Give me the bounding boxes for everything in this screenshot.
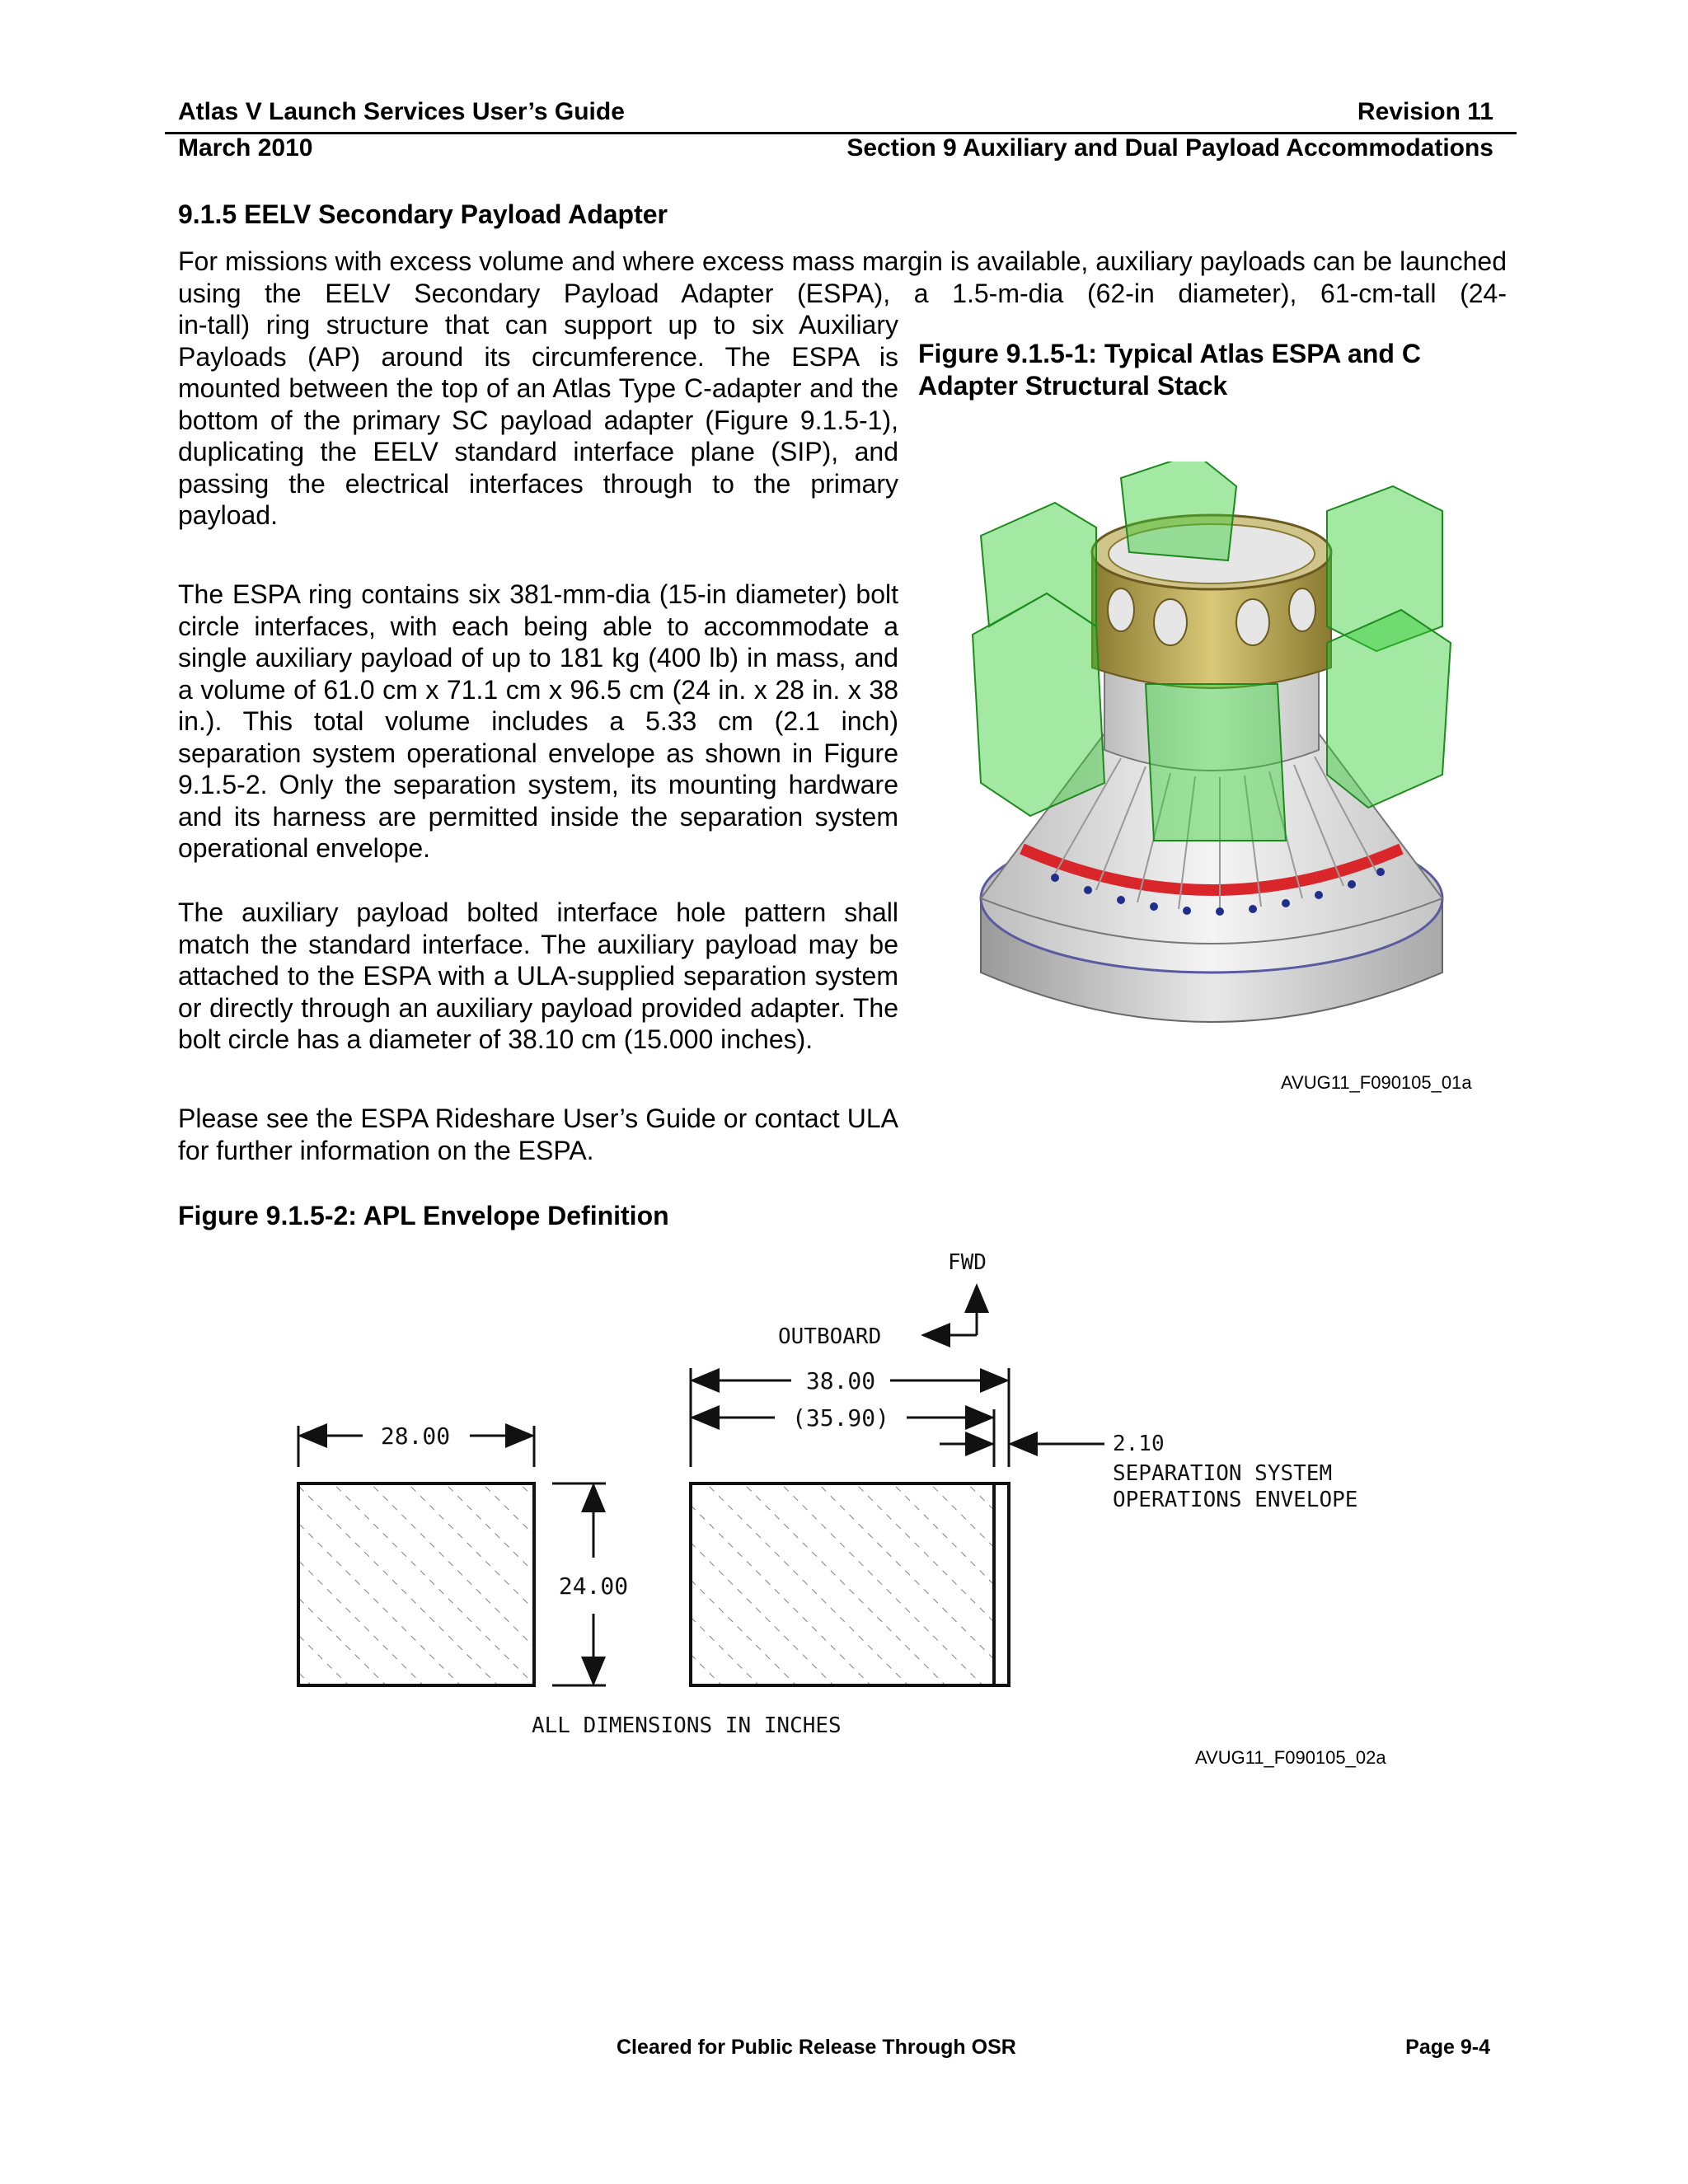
dim-width-label: 28.00 xyxy=(380,1422,451,1450)
sep-label-line1: SEPARATION SYSTEM xyxy=(1113,1461,1333,1486)
espa-ring-paragraph xyxy=(178,579,898,865)
bolted-interface-paragraph xyxy=(178,897,898,1056)
further-info-paragraph xyxy=(178,1103,898,1166)
dim-length-label: 38.00 xyxy=(805,1367,876,1394)
espa-stack-illustration xyxy=(931,462,1500,1071)
bolted-interface-text: The auxiliary payload bolted interface hole pattern shall match the standard interface. The auxiliary payload may be attached to the ESPA with a ULA-supplied separation system or directly through an auxiliary payload provided adapter. The bolt circle has a diameter of 38.10 cm (15.000 inches). xyxy=(178,898,898,1054)
doc-title: Atlas V Launch Services User’s Guide xyxy=(178,98,625,125)
further-info-text: Please see the ESPA Rideshare User’s Guide or contact ULA for further information on the ESPA. xyxy=(178,1104,898,1165)
outboard-label: OUTBOARD xyxy=(778,1324,882,1349)
figure2-caption: Figure 9.1.5-2: APL Envelope Definition xyxy=(178,1201,669,1230)
intro-text-column: in-tall) ring structure that can support up to six Auxiliary Payloads (AP) around its circumference. The ESPA is mounted between the top of an Atlas Type C-adapter and the bottom of the primary SC payload adapter (Figure 9.1.5-1), duplicating the EELV standard interface plane (SIP), and passing the electrical interfaces through to the primary payload. xyxy=(178,310,898,530)
separation-envelope-strip xyxy=(994,1483,1009,1685)
espa-ring-text: The ESPA ring contains six 381-mm-dia (15-in diameter) bolt circle interfaces, with each being able to accommodate a single auxiliary payload of up to 181 kg (400 lb) in mass, and a volume of 61.0 cm x 71.1 cm x 96.5 cm (24 in. x 28 in. x 38 in.). This total volume includes a 5.33 cm (2.1 inch) separation system operational envelope as shown in Figure 9.1.5-2. Only the separation system, its mounting hardware and its harness are permitted inside the separation system operational envelope. xyxy=(178,579,898,863)
page-number: Page 9-4 xyxy=(1405,2036,1490,2059)
figure1-id: AVUG11_F090105_01a xyxy=(1281,1072,1472,1093)
units-note: ALL DIMENSIONS IN INCHES xyxy=(532,1713,842,1738)
apl-envelope-diagram xyxy=(280,1244,1434,1755)
sep-label-line2: OPERATIONS ENVELOPE xyxy=(1113,1488,1358,1512)
side-view-box xyxy=(691,1483,994,1685)
revision-label: Revision 11 xyxy=(1357,98,1493,125)
intro-paragraph-full xyxy=(178,246,1507,309)
figure1-caption: Figure 9.1.5-1: Typical Atlas ESPA and C Adapter Structural Stack xyxy=(918,339,1421,401)
section-label: Section 9 Auxiliary and Dual Payload Accommodations xyxy=(846,134,1493,162)
doc-date: March 2010 xyxy=(178,134,313,162)
figure2-id: AVUG11_F090105_02a xyxy=(1195,1747,1386,1768)
end-view-box xyxy=(298,1483,534,1685)
intro-paragraph-column xyxy=(178,309,898,532)
intro-text-full: For missions with excess volume and where excess mass margin is available, auxiliary payloads can be launched using the EELV Secondary Payload Adapter (ESPA), a 1.5-m-dia (62-in diameter), 61-cm-tall (24- xyxy=(178,246,1507,308)
dim-height-label: 24.00 xyxy=(558,1572,629,1600)
fwd-label: FWD xyxy=(948,1250,987,1275)
section-heading: 9.1.5 EELV Secondary Payload Adapter xyxy=(178,199,668,229)
release-notice: Cleared for Public Release Through OSR xyxy=(617,2036,1016,2059)
dim-inner-label: (35.90) xyxy=(791,1404,890,1432)
dim-sep-label: 2.10 xyxy=(1113,1432,1165,1456)
